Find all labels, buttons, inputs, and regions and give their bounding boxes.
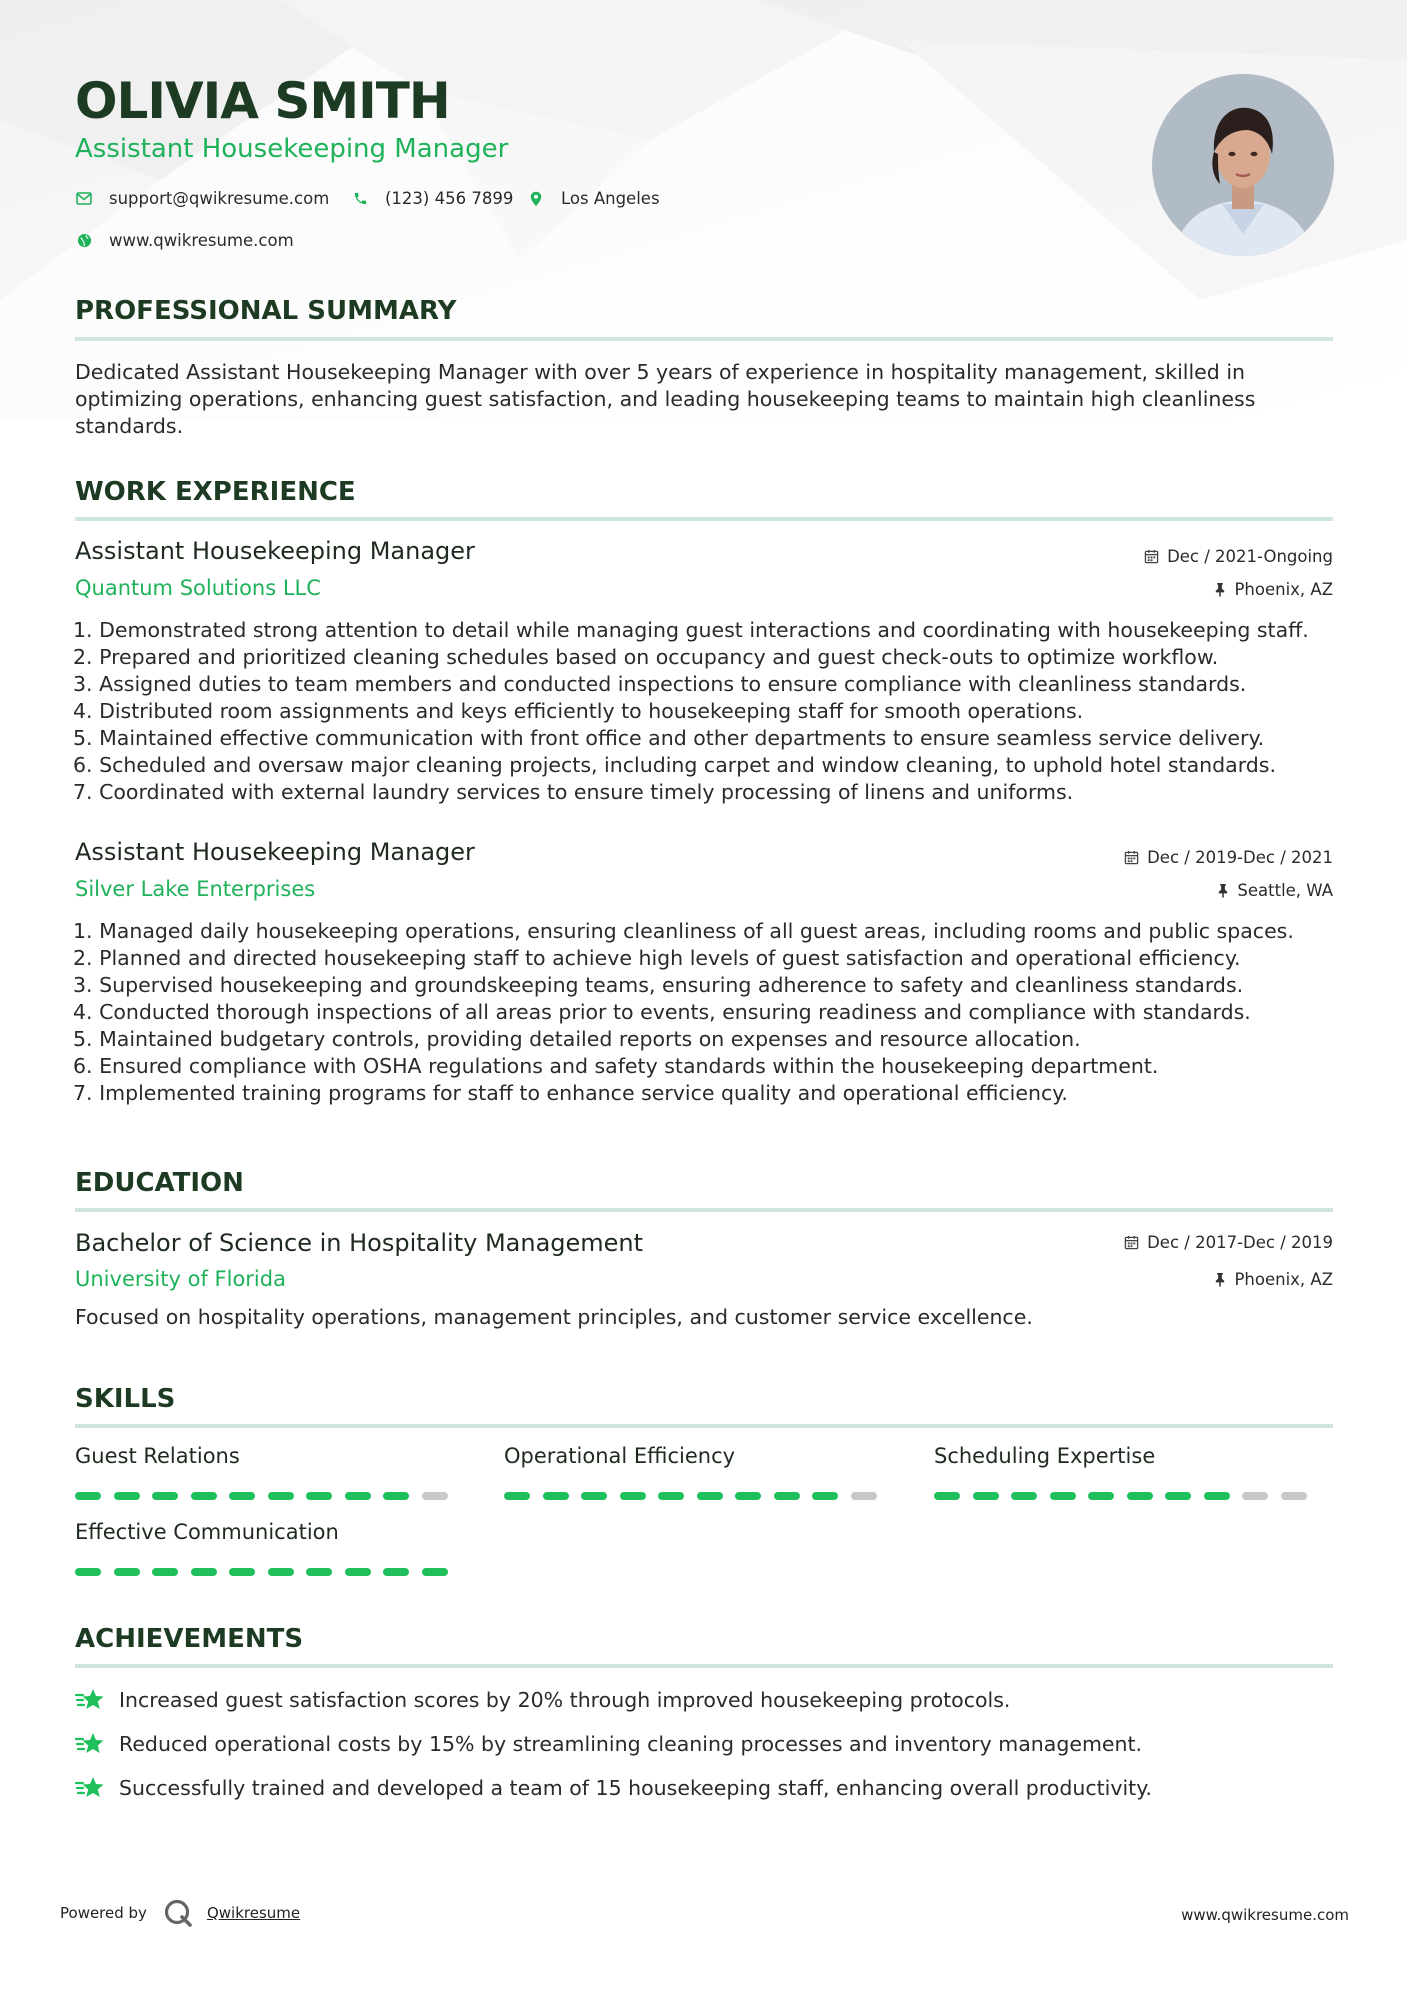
summary-text: Dedicated Assistant Housekeeping Manager with over 5 years of experience in hospitality management, skilled in optimizing operations, enhancing guest satisfaction, and leading housekeeping teams to maintain high cleanliness standards. (75, 360, 1256, 438)
skill-rating (504, 1492, 889, 1500)
job-location (1214, 580, 1333, 599)
skill-segment-empty (1242, 1492, 1268, 1500)
achievement-item (75, 1686, 1010, 1714)
footer-powered-by (60, 1898, 300, 1928)
contact-email[interactable] (75, 189, 329, 208)
section-title-education: EDUCATION (75, 1168, 244, 1198)
skill-rating (75, 1568, 460, 1576)
skill-item (504, 1444, 884, 1468)
skill-segment-filled (383, 1492, 409, 1500)
skill-segment-filled (774, 1492, 800, 1500)
section-title-summary: PROFESSIONAL SUMMARY (75, 296, 457, 326)
qwikresume-link[interactable]: Qwikresume (206, 1904, 301, 1922)
skill-segment-filled (735, 1492, 761, 1500)
skill-segment-filled (658, 1492, 684, 1500)
skill-segment-filled (345, 1568, 371, 1576)
education-dates-text: Dec / 2017-Dec / 2019 (1147, 1233, 1333, 1252)
list-item: 3. Assigned duties to team members and conducted inspections to ensure compliance with cleanliness standards. (73, 672, 1247, 696)
achievement-item (75, 1774, 1152, 1802)
list-item: 6. Scheduled and oversaw major cleaning projects, including carpet and window cleaning, to uphold hotel standards. (73, 753, 1277, 777)
job-location-text: Phoenix, AZ (1234, 580, 1333, 599)
skill-segment-filled (75, 1568, 101, 1576)
list-item: 6. Ensured compliance with OSHA regulations and safety standards within the housekeeping department. (73, 1054, 1159, 1078)
list-item: 3. Supervised housekeeping and groundskeeping teams, ensuring adherence to safety and cleanliness standards. (73, 973, 1244, 997)
list-item: 5. Maintained effective communication with front office and other departments to ensure seamless service delivery. (73, 726, 1265, 750)
skill-segment-filled (345, 1492, 371, 1500)
job-title: Assistant Housekeeping Manager (75, 838, 475, 866)
skill-segment-filled (152, 1492, 178, 1500)
powered-by-label: Powered by (60, 1904, 147, 1922)
job-responsibilities (73, 918, 1363, 1107)
candidate-role: Assistant Housekeeping Manager (75, 134, 509, 164)
company-name: Silver Lake Enterprises (75, 877, 316, 901)
pushpin-icon (1214, 1272, 1226, 1287)
contact-location (527, 189, 660, 208)
skill-segment-filled (697, 1492, 723, 1500)
phone-icon (351, 190, 369, 208)
skill-label: Effective Communication (75, 1520, 339, 1544)
skill-segment-filled (152, 1568, 178, 1576)
skill-segment-filled (383, 1568, 409, 1576)
contact-email-text: support@qwikresume.com (109, 189, 330, 208)
star-badge-icon (75, 1774, 107, 1802)
skill-segment-filled (114, 1492, 140, 1500)
skill-segment-filled (812, 1492, 838, 1500)
education-description: Focused on hospitality operations, management principles, and customer service excellence. (75, 1305, 1033, 1329)
skill-segment-filled (229, 1492, 255, 1500)
calendar-icon (1124, 1235, 1139, 1250)
skill-segment-filled (543, 1492, 569, 1500)
skill-item (75, 1520, 455, 1544)
skill-segment-filled (422, 1568, 448, 1576)
skill-segment-filled (306, 1568, 332, 1576)
skill-segment-filled (1204, 1492, 1230, 1500)
degree-title: Bachelor of Science in Hospitality Management (75, 1229, 644, 1257)
list-item: 1. Managed daily housekeeping operations, ensuring cleanliness of all guest areas, including rooms and public spaces. (73, 919, 1294, 943)
skill-segment-empty (851, 1492, 877, 1500)
pushpin-icon (1214, 582, 1226, 597)
globe-icon (75, 232, 93, 250)
calendar-icon (1144, 549, 1159, 564)
candidate-name: OLIVIA SMITH (75, 72, 450, 130)
job-dates (1144, 547, 1333, 566)
skill-segment-filled (504, 1492, 530, 1500)
skill-segment-filled (268, 1568, 294, 1576)
skill-segment-filled (973, 1492, 999, 1500)
job-title: Assistant Housekeeping Manager (75, 537, 475, 565)
skill-segment-filled (1088, 1492, 1114, 1500)
list-item: 2. Prepared and prioritized cleaning schedules based on occupancy and guest check-outs to optimize workflow. (73, 645, 1219, 669)
list-item: 1. Demonstrated strong attention to detail while managing guest interactions and coordinating with housekeeping staff. (73, 618, 1309, 642)
section-divider (75, 1424, 1333, 1428)
section-divider (75, 1208, 1333, 1212)
skill-segment-filled (1127, 1492, 1153, 1500)
skill-segment-filled (75, 1492, 101, 1500)
education-location (1214, 1270, 1333, 1289)
skill-rating (934, 1492, 1319, 1500)
skill-segment-empty (422, 1492, 448, 1500)
contact-location-text: Los Angeles (561, 189, 660, 208)
envelope-icon (75, 190, 93, 208)
job-dates-text: Dec / 2021-Ongoing (1167, 547, 1333, 566)
profile-photo (1152, 74, 1334, 256)
skill-rating (75, 1492, 460, 1500)
skill-segment-filled (620, 1492, 646, 1500)
skill-label: Operational Efficiency (504, 1444, 736, 1468)
job-location-text: Seattle, WA (1237, 881, 1333, 900)
star-badge-icon (75, 1686, 107, 1714)
education-location-text: Phoenix, AZ (1234, 1270, 1333, 1289)
pushpin-icon (1217, 883, 1229, 898)
qwikresume-logo-icon (163, 1898, 193, 1928)
skill-segment-filled (191, 1492, 217, 1500)
skill-segment-filled (306, 1492, 332, 1500)
contact-website-text: www.qwikresume.com (109, 231, 294, 250)
contact-phone[interactable] (351, 189, 513, 208)
school-name: University of Florida (75, 1267, 286, 1291)
section-divider (75, 337, 1333, 341)
achievement-text: Reduced operational costs by 15% by streamlining cleaning processes and inventory management. (119, 1732, 1143, 1756)
section-title-experience: WORK EXPERIENCE (75, 477, 356, 507)
skill-segment-filled (191, 1568, 217, 1576)
contact-phone-text: (123) 456 7899 (385, 189, 514, 208)
skill-label: Guest Relations (75, 1444, 240, 1468)
skill-segment-filled (1165, 1492, 1191, 1500)
job-dates-text: Dec / 2019-Dec / 2021 (1147, 848, 1333, 867)
skill-segment-filled (1050, 1492, 1076, 1500)
skill-segment-filled (581, 1492, 607, 1500)
skill-segment-filled (1011, 1492, 1037, 1500)
skill-item (75, 1444, 455, 1468)
section-title-achievements: ACHIEVEMENTS (75, 1624, 304, 1654)
skill-item (934, 1444, 1314, 1468)
job-location (1217, 881, 1333, 900)
section-divider (75, 517, 1333, 521)
map-pin-icon (527, 190, 545, 208)
achievement-text: Successfully trained and developed a team of 15 housekeeping staff, enhancing overall productivity. (119, 1776, 1152, 1800)
achievement-text: Increased guest satisfaction scores by 20% through improved housekeeping protocols. (119, 1688, 1011, 1712)
skill-label: Scheduling Expertise (934, 1444, 1156, 1468)
skill-segment-filled (229, 1568, 255, 1576)
achievement-item (75, 1730, 1142, 1758)
list-item: 5. Maintained budgetary controls, providing detailed reports on expenses and resource allocation. (73, 1027, 1081, 1051)
company-name: Quantum Solutions LLC (75, 576, 321, 600)
list-item: 4. Conducted thorough inspections of all areas prior to events, ensuring readiness and compliance with standards. (73, 1000, 1251, 1024)
footer-website-link[interactable]: www.qwikresume.com (1181, 1906, 1349, 1924)
job-responsibilities (73, 617, 1363, 806)
skill-segment-filled (934, 1492, 960, 1500)
star-badge-icon (75, 1730, 107, 1758)
list-item: 7. Coordinated with external laundry services to ensure timely processing of linens and uniforms. (73, 780, 1074, 804)
list-item: 2. Planned and directed housekeeping staff to achieve high levels of guest satisfaction and operational efficiency. (73, 946, 1241, 970)
section-divider (75, 1664, 1333, 1668)
job-dates (1124, 848, 1333, 867)
skill-segment-filled (268, 1492, 294, 1500)
contact-website[interactable] (75, 231, 294, 250)
section-title-skills: SKILLS (75, 1384, 176, 1414)
skill-segment-empty (1281, 1492, 1307, 1500)
list-item: 4. Distributed room assignments and keys efficiently to housekeeping staff for smooth operations. (73, 699, 1084, 723)
calendar-icon (1124, 850, 1139, 865)
education-dates (1124, 1233, 1333, 1252)
list-item: 7. Implemented training programs for staff to enhance service quality and operational efficiency. (73, 1081, 1068, 1105)
skill-segment-filled (114, 1568, 140, 1576)
